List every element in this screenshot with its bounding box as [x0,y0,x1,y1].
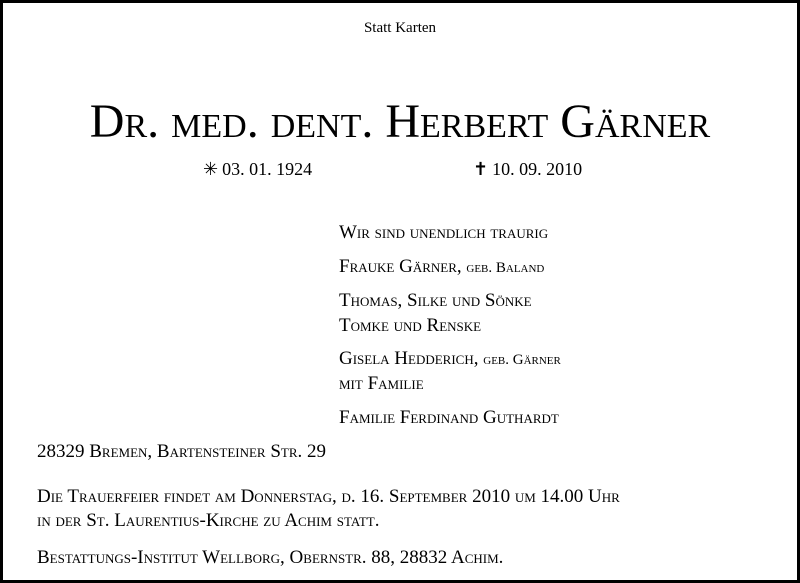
mourner-children-line1: Thomas, Silke und Sönke [339,290,532,311]
death-cross-icon: ✝ [473,159,489,179]
funeral-line2: in der St. Laurentius-Kirche zu Achim statt. [37,510,380,531]
death-date: 10. 09. 2010 [492,159,583,179]
mourner-children-line2: Tomke und Renske [339,315,482,336]
mourner-frauke-note: geb. Baland [466,260,545,276]
mourners-intro: Wir sind unendlich traurig [339,222,549,243]
birth-date: 03. 01. 1924 [222,159,313,179]
undertaker-line: Bestattungs-Institut Wellborg, Obernstr. 88, 28832 Achim. [37,547,504,568]
birth-star-icon: ✳ [203,159,219,179]
birth-date-line [203,159,312,180]
mourner-gisela-name: Gisela Hedderich, [339,348,479,369]
death-date-line [473,159,582,180]
mourner-gisela-note: geb. Gärner [483,352,561,368]
mourner-guthardt: Familie Ferdinand Guthardt [339,407,559,428]
deceased-name: Dr. med. dent. Herbert Gärner [89,95,711,148]
mourner-frauke [339,256,544,279]
mourner-frauke-name: Frauke Gärner, [339,256,462,277]
family-address: 28329 Bremen, Bartensteiner Str. 29 [37,441,327,462]
funeral-line1: Die Trauerfeier findet am Donnerstag, d. 16. September 2010 um 14.00 Uhr [37,486,620,507]
mourner-gisela [339,348,561,371]
mourner-gisela-line2: mit Familie [339,373,424,394]
top-note: Statt Karten [363,20,437,36]
